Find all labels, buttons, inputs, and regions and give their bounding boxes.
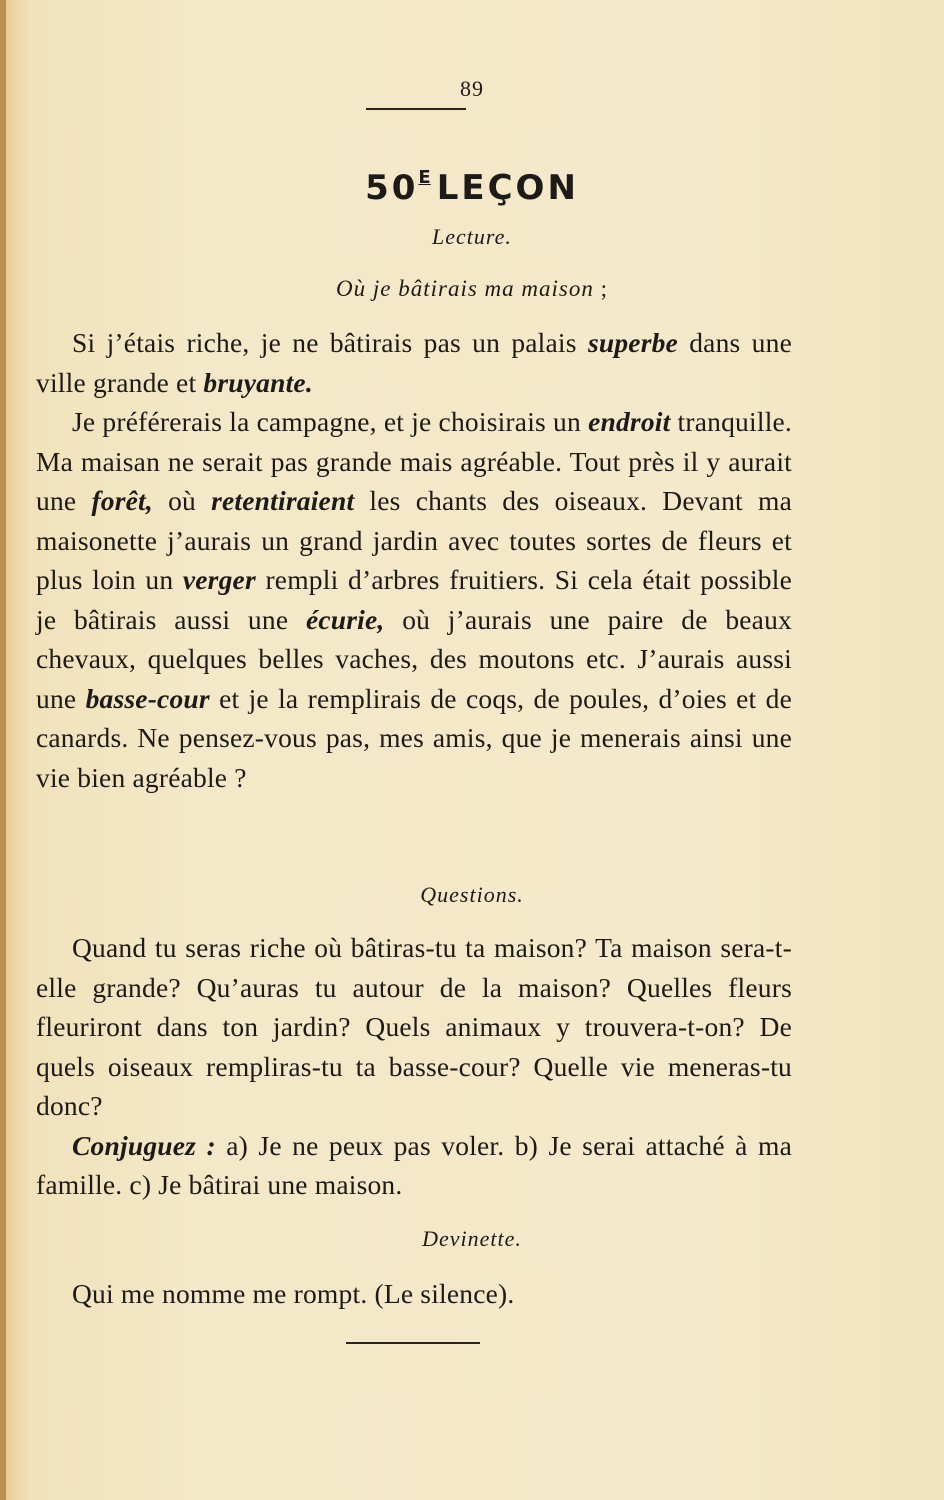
lesson-suffix: E — [418, 166, 431, 188]
conjugate-paragraph — [36, 1126, 792, 1205]
emphasized-word: écurie, — [305, 603, 385, 635]
lecture-text-span: et je la remplirais de coqs, de poules, d’oies et de canards. Ne pensez-vous pas, mes amis, que je menerais ainsi une vie bien agréable ? — [36, 682, 792, 793]
questions-text — [36, 928, 792, 1205]
emphasized-word: verger — [182, 564, 256, 595]
lecture-text-span: tranquille. Ma maisan ne serait pas grande mais agréable. Tout près il y aurait une — [36, 406, 793, 516]
lecture-text-span: Si j’étais riche, je ne bâtirais pas un palais — [72, 327, 588, 358]
lesson-number: 50 — [365, 168, 419, 208]
devinette-paragraph: Qui me nomme me rompt. (Le silence). — [72, 1278, 515, 1309]
questions-paragraph: Quand tu seras riche où bâtiras-tu ta maison? Ta maison sera-t-elle grande? Qu’auras tu autour de la maison? Quelles fleurs fleuriront dans ton jardin? Quels animaux y trouvera-t-on? De quels oiseaux rempliras-tu ta basse-cour? Quelle vie meneras-tu donc? — [36, 932, 792, 1121]
questions-heading: Questions. — [420, 882, 524, 907]
page-number: 89 — [460, 76, 484, 101]
footer-rule — [346, 1342, 480, 1344]
lecture-text-span: dans une ville grande et — [36, 327, 792, 398]
lecture-paragraph-2 — [36, 402, 792, 797]
emphasized-word: forêt, — [91, 485, 153, 516]
lecture-subtitle-punct: ; — [593, 276, 608, 301]
lesson-title — [0, 168, 944, 208]
lecture-text-span: Je préférerais la campagne, et je choisirais un — [72, 406, 589, 437]
emphasized-word: retentiraient — [211, 485, 355, 516]
conjugate-text: a) Je ne peux pas voler. b) Je serai attaché à ma famille. c) Je bâtirai une maison. — [36, 1129, 792, 1200]
lecture-subtitle — [0, 276, 944, 302]
lecture-text-span: les chants des oiseaux. Devant ma maisonette j’aurais un grand jardin avec toutes sortes de fleurs et plus loin un — [36, 485, 792, 595]
lecture-text — [36, 323, 792, 797]
lesson-word: LEÇON — [436, 168, 579, 208]
devinette-text — [36, 1274, 792, 1314]
emphasized-word: superbe — [587, 327, 678, 358]
emphasized-word: endroit — [588, 406, 671, 437]
emphasized-word: bruyante. — [203, 366, 313, 398]
lecture-heading: Lecture. — [432, 224, 512, 249]
lecture-text-span: où j’aurais une paire de beaux chevaux, quelques belles vaches, des moutons etc. J’aurais aussi une — [36, 603, 792, 714]
lecture-text-span: où — [152, 485, 212, 516]
conjugate-label: Conjuguez : — [72, 1129, 216, 1161]
emphasized-word: basse-cour — [85, 682, 210, 714]
lecture-subtitle-text: Où je bâtirais ma maison — [336, 276, 594, 301]
devinette-heading: Devinette. — [422, 1226, 522, 1251]
header-rule — [366, 108, 466, 110]
lecture-paragraph-1 — [36, 323, 792, 402]
lecture-text-span: rempli d’arbres fruitiers. Si cela était possible je bâtirais aussi une — [36, 564, 792, 635]
